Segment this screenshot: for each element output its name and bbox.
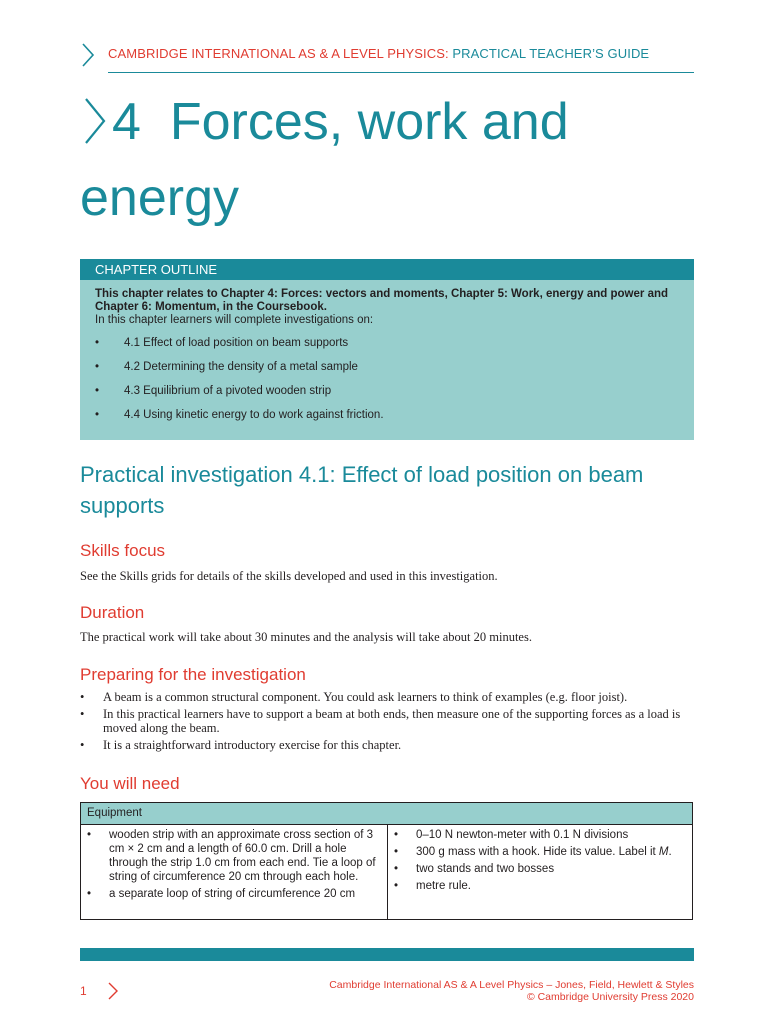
- chapter-title: [80, 84, 700, 236]
- list-item: • wooden strip with an approximate cross section of 3 cm × 2 cm and a length of 60.0 cm. Drill a hole through the strip 1.0 cm from each end. Tie a loop of string of circumference 20 cm through each hole.: [87, 828, 381, 884]
- header-guide: PRACTICAL TEACHER’S GUIDE: [452, 46, 650, 61]
- list-item: [394, 845, 686, 859]
- list-item: • two stands and two bosses: [394, 862, 686, 876]
- page-number: 1: [80, 984, 87, 998]
- chapter-outline-heading: CHAPTER OUTLINE: [80, 259, 694, 280]
- equipment-table: [80, 802, 693, 920]
- list-item: • a separate loop of string of circumference 20 cm: [87, 887, 381, 901]
- running-header: [108, 46, 649, 61]
- equipment-heading: Equipment: [81, 803, 692, 825]
- outline-bold-intro: This chapter relates to Chapter 4: Forces: vectors and moments, Chapter 5: Work, energy and power and Chapter 6: Momentum, in the Coursebook.: [95, 288, 669, 313]
- list-item: • In this practical learners have to support a beam at both ends, then measure one of the supporting forces as a load is moved along the beam.: [80, 707, 695, 735]
- chapter-title-line2: energy: [80, 169, 239, 227]
- equipment-column-left: [81, 825, 388, 920]
- item-text-end: .: [668, 846, 672, 858]
- duration-text: The practical work will take about 30 minutes and the analysis will take about 20 minutes.: [80, 630, 532, 644]
- you-will-need-heading: You will need: [80, 774, 180, 793]
- list-item: • 4.2 Determining the density of a metal sample: [95, 355, 679, 379]
- list-item: • A beam is a common structural component. You could ask learners to think of examples (e.g. floor joist).: [80, 690, 695, 704]
- preparing-heading: Preparing for the investigation: [80, 665, 306, 684]
- skills-heading: Skills focus: [80, 541, 166, 560]
- outline-intro: In this chapter learners will complete investigations on:: [95, 314, 374, 326]
- list-item: • 0–10 N newton-meter with 0.1 N divisions: [394, 828, 686, 842]
- list-item: • 4.1 Effect of load position on beam supports: [95, 331, 679, 355]
- skills-text: See the Skills grids for details of the skills developed and used in this investigation.: [80, 569, 498, 583]
- mass-symbol: M: [658, 846, 669, 858]
- header-series: CAMBRIDGE INTERNATIONAL AS & A LEVEL PHYSICS:: [108, 46, 453, 61]
- preparing-list: [80, 690, 695, 755]
- chapter-number: 4: [112, 93, 141, 151]
- chevron-right-icon: [107, 981, 119, 1001]
- header-rule: [108, 72, 694, 73]
- chevron-right-icon: [80, 42, 96, 68]
- duration-heading: Duration: [80, 603, 145, 622]
- footer-bar: [80, 948, 694, 961]
- footer-credit-line2: © Cambridge University Press 2020: [526, 991, 694, 1003]
- list-item: • metre rule.: [394, 879, 686, 893]
- footer-credit: [329, 979, 694, 1003]
- list-item: • It is a straightforward introductory exercise for this chapter.: [80, 738, 695, 752]
- item-text: 300 g mass with a hook. Hide its value. Label it: [416, 846, 659, 858]
- outline-list: [95, 331, 679, 427]
- footer-credit-line1: Cambridge International AS & A Level Physics – Jones, Field, Hewlett & Styles: [329, 979, 694, 991]
- chapter-outline-box: [80, 259, 694, 440]
- list-item: • 4.4 Using kinetic energy to do work against friction.: [95, 403, 679, 427]
- chapter-title-line1: Forces, work and: [169, 93, 569, 151]
- equipment-column-right: [388, 825, 692, 920]
- investigation-title: Practical investigation 4.1: Effect of load position on beam supports: [80, 462, 644, 518]
- list-item: • 4.3 Equilibrium of a pivoted wooden strip: [95, 379, 679, 403]
